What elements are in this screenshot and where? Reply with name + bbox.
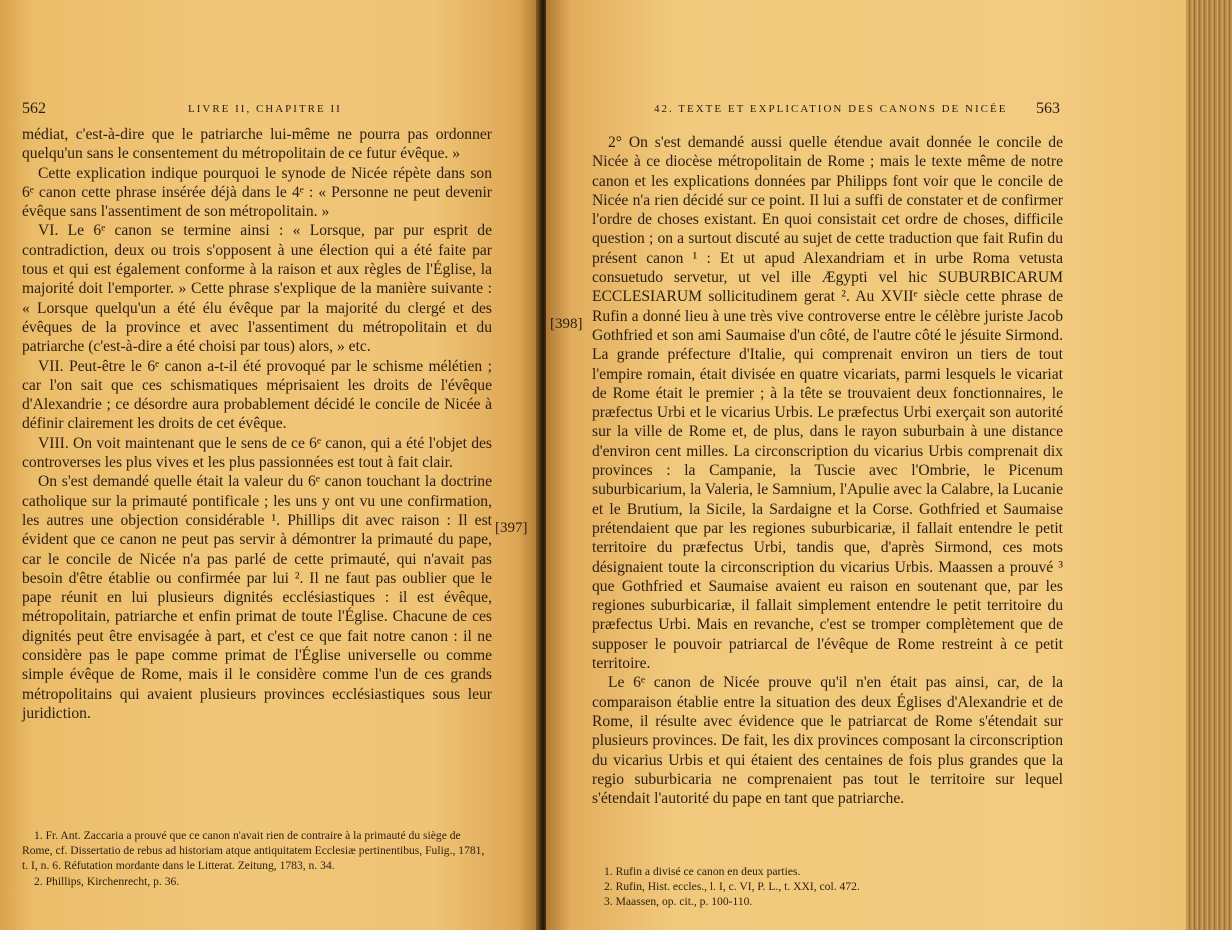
footnote: 1. Rufin a divisé ce canon en deux parties.: [604, 865, 801, 878]
right-paragraph: Le 6ᵉ canon de Nicée prouve qu'il n'en était pas ainsi, car, de la comparaison établie entre la situation des deux Églises d'Alexandrie et de Rome, il résulte avec évidence que le patriarcat de Rome s'étendait sur plusieurs provinces. De fait, les dix provinces composant la circonscription du vicarius Urbis et qui étaient des centaines de fois plus grandes que la regio suburbicaria ne comprenaient pas tout le territoire sur lequel s'étendait l'autorité du pape en tant que patriarche.: [592, 674, 1063, 808]
footnote: 2. Phillips, Kirchenrecht, p. 36.: [34, 874, 180, 888]
right-paragraph: 2° On s'est demandé aussi quelle étendue avait donnée le concile de Nicée à ce diocèse métropolitain de Rome ; mais le texte même de notre canon et les explications données par Philipps font voir que le concile de Nicée n'a rien décidé sur ce point. Il lui a suffi de constater et de confirmer l'ordre de choses existant. En quoi consistait cet ordre de choses, difficile question ; on a surtout discuté au sujet de cette traduction que fait Rufin du présent canon ¹ : Et ut apud Alexandriam et in urbe Roma vetusta consuetudo servetur, ut vel ille Ægypti vel hic SUBURBICARUM ECCLESIARUM sollicitudinem gerat ². Au XVIIᵉ siècle cette phrase de Rufin a donné lieu à une très vive controverse entre le célèbre juriste Jacob Gothfried et son ami Saumaise d'un côté, de l'autre côté le jésuite Sirmond. La grande préfecture d'Italie, qui comprenait environ un tiers de tout l'empire romain, était divisée en quatre vicariats, parmi lesquels le vicariat de Rome était le premier ; à la tête se trouvaient deux fonctionnaires, le præfectus Urbi et le vicarius Urbis. Le præfectus Urbi exerçait son autorité sur la ville de Rome et, de plus, dans le rayon suburbain à une distance d'environ cent milles. La circonscription du vicarius Urbis comprenait dix provinces : la Campanie, la Tuscie avec l'Ombrie, le Picenum suburbicarium, la Valeria, le Samnium, l'Apulie avec la Calabre, la Lucanie et le Brutium, la Sicile, la Sardaigne et la Corse. Gothfried et Saumaise prétendaient que par les regiones suburbicariæ, il fallait entendre le petit territoire du præfectus Urbi, tandis que, d'après Sirmond, ces mots désignaient toute la circonscription du vicarius Urbis. Maassen a prouvé ³ que Gothfried et Saumaise avaient eu raison en soutenant que, par les regiones suburbicariæ, il fallait simplement entendre le petit territoire du præfectus Urbi. Mais en revanche, c'est se tromper complètement que de supposer le pouvoir patriarcal de l'évêque de Rome restreint à ce petit territoire.: [592, 134, 1063, 673]
margin-marker-398: [398]: [550, 316, 583, 332]
footnote: 1. Fr. Ant. Zaccaria a prouvé que ce canon n'avait rien de contraire à la primauté du siège de Rome, cf. Dissertatio de rebus ad historiam atque antiquitatem Ecclesiæ pertinentibus, Fulig., 1781, t. I, n. 6. Réfutation mordante dans le Litterat. Zeitung, 1783, n. 34.: [22, 829, 485, 873]
left-running-head: LIVRE II, CHAPITRE II: [188, 103, 342, 115]
left-paragraph: VII. Peut-être le 6ᵉ canon a-t-il été provoqué par le schisme mélétien ; car l'on sait que ces schismatiques méprisaient les droits de l'évêque d'Alexandrie ; ce désordre aura probablement décidé le concile de Nicée à définir clairement les droits de cet évêque.: [22, 357, 492, 433]
left-paragraph: On s'est demandé quelle était la valeur du 6ᵉ canon touchant la doctrine catholique sur la primauté pontificale ; les uns y ont vu une confirmation, les autres une objection considérable ¹. Phillips dit avec raison : Il est évident que ce canon ne peut pas servir à démontrer la primauté du pape, car le concile de Nicée n'a pas parlé de cette primauté, qui n'avait pas besoin d'être établie ou confirmée par lui ². Il ne faut pas oublier que le pape réunit en lui plusieurs dignités ecclésiastiques : il est évêque, métropolitain, patriarche et enfin primat de toute l'Église. Chacune de ces dignités peut être envisagée à part, et c'est ce que fait notre canon : il ne considère pas le pape comme primat de l'Église universelle ou comme simple évêque de Rome, mais il le considère comme l'un de ces grands métropolitains qui avaient plusieurs provinces ecclésiastiques sous leur juridiction.: [22, 473, 492, 722]
right-footnotes: [592, 864, 1063, 910]
footnote: 3. Maassen, op. cit., p. 100-110.: [604, 895, 753, 909]
left-body: [22, 125, 492, 723]
margin-marker-397: [397]: [495, 520, 528, 536]
footnote: 2. Rufin, Hist. eccles., l. I, c. VI, P. L., t. XXI, col. 472.: [604, 880, 860, 894]
left-paragraph: médiat, c'est-à-dire que le patriarche lui-même ne pourra pas ordonner quelqu'un sans le consentement du métropolitain de ce futur évêque. »: [22, 126, 492, 163]
book-page-edges: [1186, 0, 1232, 930]
left-page-number: 562: [22, 100, 46, 117]
left-footnotes: [22, 828, 492, 889]
left-paragraph: VIII. On voit maintenant que le sens de ce 6ᵉ canon, qui a été l'objet des controverses les plus vives et les plus passionnées est tout à fait clair.: [22, 434, 492, 472]
right-running-head: 42. TEXTE ET EXPLICATION DES CANONS DE NICÉE: [654, 103, 1008, 115]
left-header: [22, 100, 522, 118]
right-body: [592, 133, 1063, 808]
left-page: [0, 0, 540, 930]
right-page-number: 563: [1036, 100, 1060, 117]
right-page: [546, 0, 1186, 930]
left-paragraph: VI. Le 6ᵉ canon se termine ainsi : « Lorsque, par pur esprit de contradiction, deux ou trois s'opposent à une élection qui a été faite par tous et qui est également conforme à la raison et aux règles de l'Église, la majorité doit l'emporter. » Cette phrase s'explique de la manière suivante : « Lorsque quelqu'un a été élu évêque par la majorité du clergé et des évêques de la province et avec l'assentiment du métropolitain et du patriarche (c'est-à-dire a été choisi par tous) alors, » etc.: [22, 222, 492, 356]
left-paragraph: Cette explication indique pourquoi le synode de Nicée répète dans son 6ᵉ canon cette phrase insérée déjà dans le 4ᵉ : « Personne ne peut devenir évêque sans l'assentiment de son métropolitain. »: [22, 164, 492, 221]
